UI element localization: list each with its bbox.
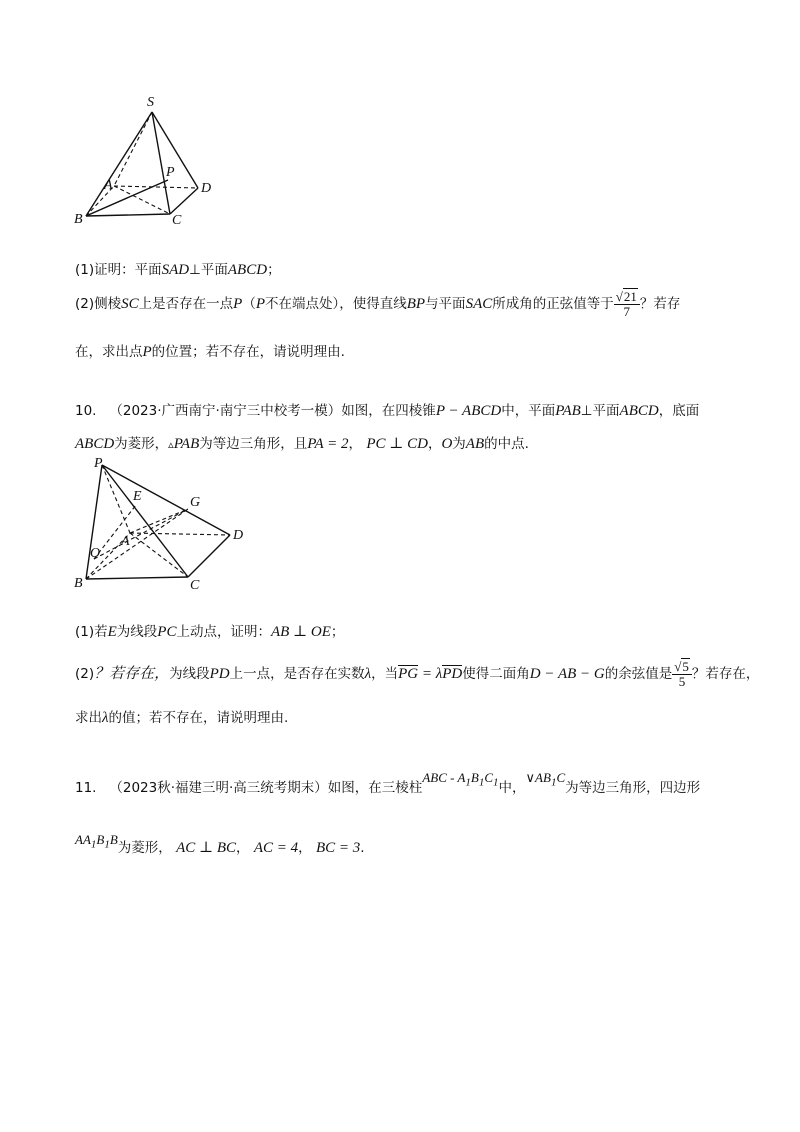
q10-l2-f: 的中点. [484, 436, 529, 452]
q9-p1-mid: 平面 [200, 262, 228, 278]
q9-p2-p: P [233, 296, 243, 313]
q11-l2-a: 为菱形， [117, 840, 172, 856]
label-b: B [74, 576, 83, 591]
q10-p1-b: 为线段 [116, 624, 158, 640]
q10-p2-f: 的余弦值是 [604, 666, 673, 683]
q10-p2-e: 使得二面角 [462, 666, 530, 683]
q11-l2-m1: AA [75, 832, 91, 847]
q10-l2-m4: PC ⊥ CD [366, 436, 428, 452]
q9-part2-line2 [75, 340, 345, 361]
q10-p1-e: E [107, 624, 117, 640]
q10-p2-eq: = λ [418, 666, 443, 683]
q10-l1-m3: ABCD [619, 403, 659, 419]
label-d: D [233, 528, 244, 543]
q10-l1-perp: ⊥ [580, 403, 593, 419]
q10-p1-c: 上动点，证明： [176, 624, 271, 640]
q10-l1-m1: P − ABCD [435, 403, 502, 419]
q9-p2-line2p: P [142, 344, 152, 360]
q10-p1-d: ； [330, 624, 345, 640]
q10-l1-b: 平面 [592, 403, 620, 419]
q10-frac-num: 5 [682, 659, 689, 674]
q11-l1-m2: ∨AB [525, 770, 551, 785]
q10-p2-line2b: 的值；若不存在，请说明理由. [108, 710, 289, 726]
q11-line1 [75, 770, 701, 799]
q10-line1 [75, 399, 699, 420]
q9-p1-m1: SAD [161, 262, 190, 278]
q10-l2-a: 为菱形， [114, 436, 169, 452]
q9-p2-sc: SC [121, 296, 139, 313]
q10-p1-a: (1)若 [75, 624, 108, 640]
q10-l2-ab: AB [465, 436, 485, 452]
label-c: C [172, 213, 182, 228]
q11-l2-m1b: B [96, 832, 105, 847]
q11-l2-m1c: B [109, 832, 118, 847]
q10-p1-m: AB ⊥ OE [270, 624, 331, 640]
q9-p1-m2: ABCD [227, 262, 268, 278]
q10-frac-den: 5 [678, 673, 686, 689]
q10-source: （2023·广西南宁·南宁三中校考一模）如图，在四棱锥 [109, 403, 436, 419]
q10-l2-c: ， [348, 436, 363, 452]
q10-l2-d: ， [427, 436, 442, 452]
q11-l2-m4: BC = 3 [315, 840, 361, 856]
q11-l1-s4: 1 [550, 776, 557, 789]
q10-fraction: $\frac{√5}{5}$ [672, 660, 692, 688]
q9-p2-line2b: 的位置；若不存在，请说明理由. [151, 344, 345, 360]
q10-p2-tail: ？若存在， [691, 666, 760, 683]
pyramid-figure-q9 [70, 92, 240, 232]
q10-p2-g: ？若存在， [94, 666, 170, 683]
q9-p1-pre: (1)证明：平面 [75, 262, 162, 278]
q9-fraction: $\frac{√21}{7}$ [614, 290, 640, 318]
q10-p2-vector-pg: PG [398, 666, 419, 683]
label-g: G [190, 495, 201, 510]
q10-l2-b: 为等边三角形，且 [199, 436, 308, 452]
q9-p2-f: 所成角的正弦值等于 [492, 296, 614, 313]
q11-l2-s1: 1 [90, 838, 97, 851]
q11-l1-m1: ABC - A [422, 770, 466, 785]
q10-p2-line2a: 求出 [75, 710, 102, 726]
q9-p2-bp: BP [406, 296, 426, 313]
q9-frac-num: 21 [623, 289, 637, 304]
q11-l2-m3: AC = 4 [253, 840, 299, 856]
q9-p2-p2: P [255, 296, 265, 313]
q10-p2-a: (2) [75, 666, 95, 683]
q9-p1-perp: ⊥ [189, 262, 201, 278]
q10-p2-d: ，当 [371, 666, 399, 683]
q11-l1-s2: 1 [478, 776, 485, 789]
q10-l2-o: O [441, 436, 453, 452]
q9-part2-line1 [75, 290, 680, 318]
q11-l1-m1c: C [484, 770, 494, 785]
q11-l1-s3: 1 [493, 776, 499, 789]
q11-l1-b: 为等边三角形，四边形 [565, 780, 701, 796]
label-o: O [90, 546, 101, 561]
q9-p2-b: 上是否存在一点 [138, 296, 234, 313]
q11-number: 11. [75, 780, 97, 796]
q11-l2-d: . [360, 840, 365, 856]
q10-part2-line1 [75, 660, 759, 688]
q10-l1-c: ，底面 [658, 403, 700, 419]
label-d: D [201, 181, 212, 196]
q10-l1-m2: PAB [555, 403, 581, 419]
q9-p2-line2a: 在，求出点 [75, 344, 143, 360]
q10-p2-vector-pd: PD [442, 666, 463, 683]
q10-l2-tri: ▵ [168, 438, 174, 451]
q11-l2-b: ， [236, 840, 250, 856]
label-p: P [166, 165, 175, 180]
q9-part1 [75, 258, 281, 279]
q10-p2-line2lam: λ [102, 710, 109, 726]
label-a: A [104, 178, 113, 193]
q11-l1-a: 中， [498, 780, 526, 796]
q11-l1-m1b: B [470, 770, 479, 785]
label-e: E [133, 489, 142, 504]
label-c: C [190, 578, 200, 593]
label-b: B [74, 212, 83, 227]
q9-frac-den: 7 [623, 303, 631, 319]
pyramid-figure-q10 [70, 455, 260, 595]
q10-line2 [75, 432, 529, 453]
q10-p1-pc: PC [157, 624, 177, 640]
q10-number: 10. [75, 403, 97, 419]
q9-p2-d: 不在端点处），使得直线 [264, 296, 407, 313]
label-p: P [94, 456, 103, 471]
q11-line2 [75, 832, 365, 859]
q11-l2-m2: AC ⊥ BC [176, 840, 237, 856]
label-a: A [121, 534, 130, 549]
q9-p2-c: （ [242, 296, 256, 313]
q10-p2-b: 为线段 [169, 666, 210, 683]
q10-p2-c: 上一点，是否存在实数 [229, 666, 365, 683]
q10-p2-angle: D − AB − G [529, 666, 605, 683]
q9-p2-a: (2)侧棱 [75, 296, 122, 313]
q11-l1-s1: 1 [465, 776, 471, 789]
q9-p2-sac: SAC [465, 296, 493, 313]
q10-part1 [75, 620, 344, 641]
q10-l2-m2: PAB [173, 436, 200, 452]
q11-source: （2023秋·福建三明·高三统考期末）如图，在三棱柱 [109, 780, 423, 796]
q10-l2-m1: ABCD [75, 436, 115, 452]
q11-l1-m2b: C [556, 770, 566, 785]
q9-p2-g: ？若存 [639, 296, 681, 313]
q9-p1-end: ； [267, 262, 281, 278]
q11-l2-s2: 1 [104, 838, 110, 851]
label-s: S [147, 95, 154, 110]
q10-p2-pd: PD [209, 666, 230, 683]
q10-l1-a: 中，平面 [501, 403, 556, 419]
q10-part2-line2 [75, 706, 288, 727]
q11-l2-c: ， [298, 840, 312, 856]
q9-p2-e: 与平面 [425, 296, 466, 313]
q10-l2-m3: PA = 2 [307, 436, 349, 452]
q10-l2-e: 为 [452, 436, 466, 452]
q10-p2-lambda: λ [364, 666, 372, 683]
